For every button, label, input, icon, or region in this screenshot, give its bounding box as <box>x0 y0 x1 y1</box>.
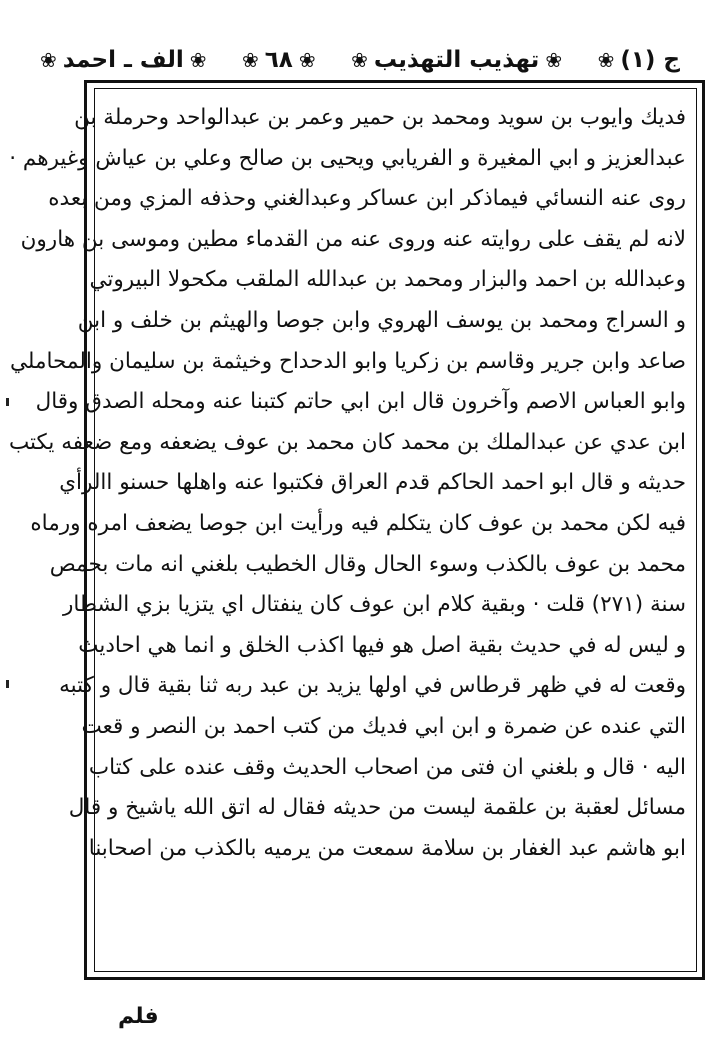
text-line: صاعد وابن جرير وقاسم بن زكريا وابو الدحداح وخيثمة بن سليمان والمحاملي <box>9 348 686 374</box>
text-line: روى عنه النسائي فيماذكر ابن عساكر وعبدالغني وحذفه المزي ومن بعده <box>48 186 686 212</box>
text-line: مسائل لعقبة بن علقمة ليست من حديثه فقال له اتق الله ياشيخ و قال <box>68 795 686 821</box>
text-line: ابو هاشم عبد الغفار بن سلامة سمعت من يرميه بالكذب من اصحابنا <box>88 835 686 861</box>
text-line: وعبدالله بن احمد والبزار ومحمد بن عبدالله الملقب مكحولا البيروتي <box>89 267 686 293</box>
page-number: ٦٨ <box>264 47 293 73</box>
main-text <box>8 98 686 966</box>
text-line: عبدالعزيز و ابي المغيرة و الفريابي ويحيى بن صالح وعلي بن عياش وغيرهم · <box>9 145 686 171</box>
header-volume: ج (١) <box>620 47 680 73</box>
header-volume-group <box>598 47 680 73</box>
ornament-icon: ❀ <box>351 48 368 72</box>
margin-mark <box>6 680 9 688</box>
text-line: و ليس له في حديث بقية اصل هو فيها اكذب الخلق و انما هي احاديث <box>78 632 686 658</box>
ornament-icon: ❀ <box>298 48 316 72</box>
text-line: سنة (٢٧١) قلت · وبقية كلام ابن عوف كان ينفتال اي يتزيا بزي الشطار <box>62 592 686 618</box>
catchword: فلم <box>118 1004 159 1029</box>
ornament-icon: ❀ <box>40 48 57 72</box>
text-line: ابن عدي عن عبدالملك بن محمد كان محمد بن عوف يضعفه ومع ضعفه يكتب <box>8 429 686 455</box>
text-line: فيه لكن محمد بن عوف كان يتكلم فيه ورأيت ابن جوصا يضعف امره ورماه <box>30 510 686 536</box>
text-line: التي عنده عن ضمرة و ابن ابي فديك من كتب احمد بن النصر و قعت <box>81 713 686 739</box>
text-line: اليه · قال و بلغني ان فتى من اصحاب الحديث وقف عنده على كتاب <box>88 754 686 780</box>
running-header <box>40 40 680 80</box>
text-line: وابو العباس الاصم وآخرون قال ابن ابي حاتم كتبنا عنه ومحله الصدق وقال <box>35 389 686 415</box>
header-title-group <box>351 47 562 73</box>
header-page-group <box>242 47 316 73</box>
ornament-icon: ❀ <box>597 48 615 72</box>
ornament-icon: ❀ <box>545 48 563 72</box>
text-line: وقعت له في ظهر قرطاس في اولها يزيد بن عبد ربه ثنا بقية قال و كتبه <box>59 673 686 699</box>
ornament-icon: ❀ <box>189 48 207 72</box>
margin-mark <box>6 398 9 406</box>
text-line: و السراج ومحمد بن يوسف الهروي وابن جوصا والهيثم بن خلف و ابن <box>77 307 686 333</box>
text-line: حديثه و قال ابو احمد الحاكم قدم العراق فكتبوا عنه واهلها حسنو االرأي <box>59 470 686 496</box>
header-title: تهذيب التهذيب <box>373 47 540 73</box>
text-line: فديك وايوب بن سويد ومحمد بن حمير وعمر بن عبدالواحد وحرملة بن <box>74 105 686 130</box>
header-section: الف ـ احمد <box>62 47 184 73</box>
ornament-icon: ❀ <box>241 48 259 72</box>
text-line: محمد بن عوف بالكذب وسوء الحال وقال الخطيب بلغني انه مات بحمص <box>49 551 686 577</box>
text-line: لانه لم يقف على روايته عنه وروى عنه من القدماء مطين وموسى بن هارون <box>20 226 686 252</box>
header-section-group <box>40 47 206 73</box>
